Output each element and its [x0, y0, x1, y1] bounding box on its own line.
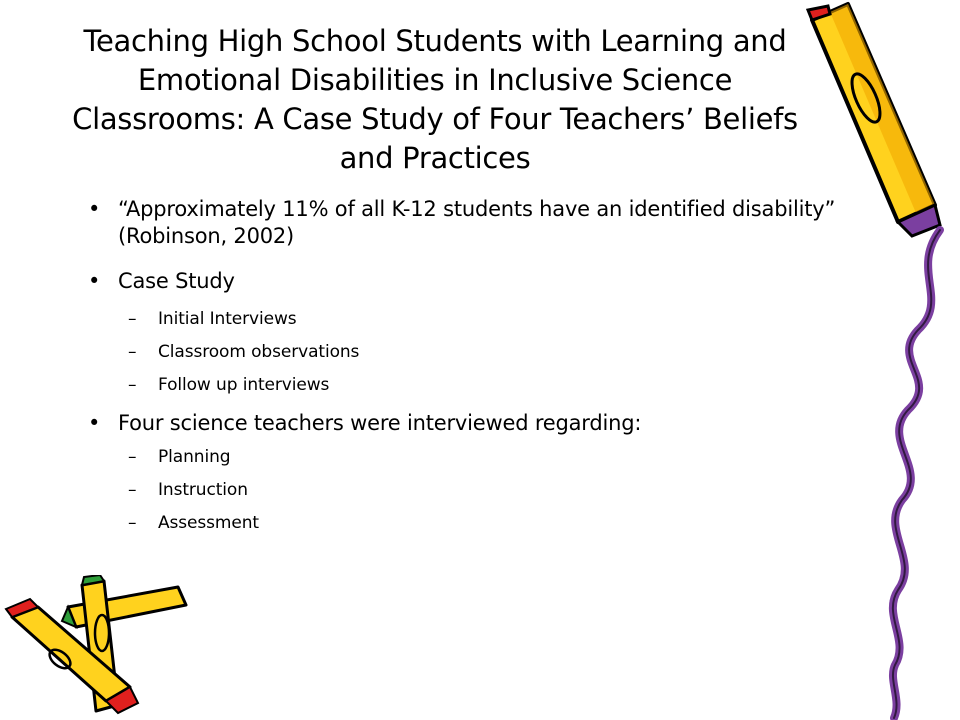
slide-title: Teaching High School Students with Learning and Emotional Disabilities in Inclusive Science Classrooms: A Case Study of Four Teachers’ Beliefs and Practices: [72, 24, 798, 175]
pencil-clipart-icon: [790, 0, 960, 720]
sub-bullet-text: Classroom observations: [158, 342, 360, 362]
bullet-text: “Approximately 11% of all K-12 students have an identified disability” (Robinson, 2002): [118, 197, 836, 248]
sub-bullet-item: [88, 303, 868, 336]
sub-bullet-text: Follow up interviews: [158, 375, 330, 395]
sub-bullet-item: [88, 369, 868, 402]
sub-bullet-marker: –: [128, 447, 137, 467]
bullet-marker: •: [88, 197, 101, 221]
bullet-text: Case Study: [118, 269, 235, 293]
bullet-item: [88, 196, 868, 250]
bullet-item: [88, 410, 868, 437]
sub-bullet-text: Instruction: [158, 480, 248, 500]
sub-bullet-text: Initial Interviews: [158, 309, 297, 329]
bullet-marker: •: [88, 269, 101, 293]
sub-bullet-text: Planning: [158, 447, 231, 467]
sub-bullet-marker: –: [128, 309, 137, 329]
sub-bullet-marker: –: [128, 480, 137, 500]
sub-bullet-text: Assessment: [158, 513, 259, 533]
sub-bullet-item: [88, 474, 868, 507]
sub-bullet-marker: –: [128, 342, 137, 362]
sub-bullet-item: [88, 441, 868, 474]
sub-bullet-item: [88, 336, 868, 369]
sub-bullet-marker: –: [128, 513, 137, 533]
bullet-marker: •: [88, 411, 101, 435]
slide-body: [88, 196, 868, 540]
sub-bullet-marker: –: [128, 375, 137, 395]
sub-bullet-item: [88, 507, 868, 540]
bullet-text: Four science teachers were interviewed regarding:: [118, 411, 642, 435]
bullet-item: [88, 268, 868, 295]
pencils-clipart-icon: [0, 575, 200, 720]
